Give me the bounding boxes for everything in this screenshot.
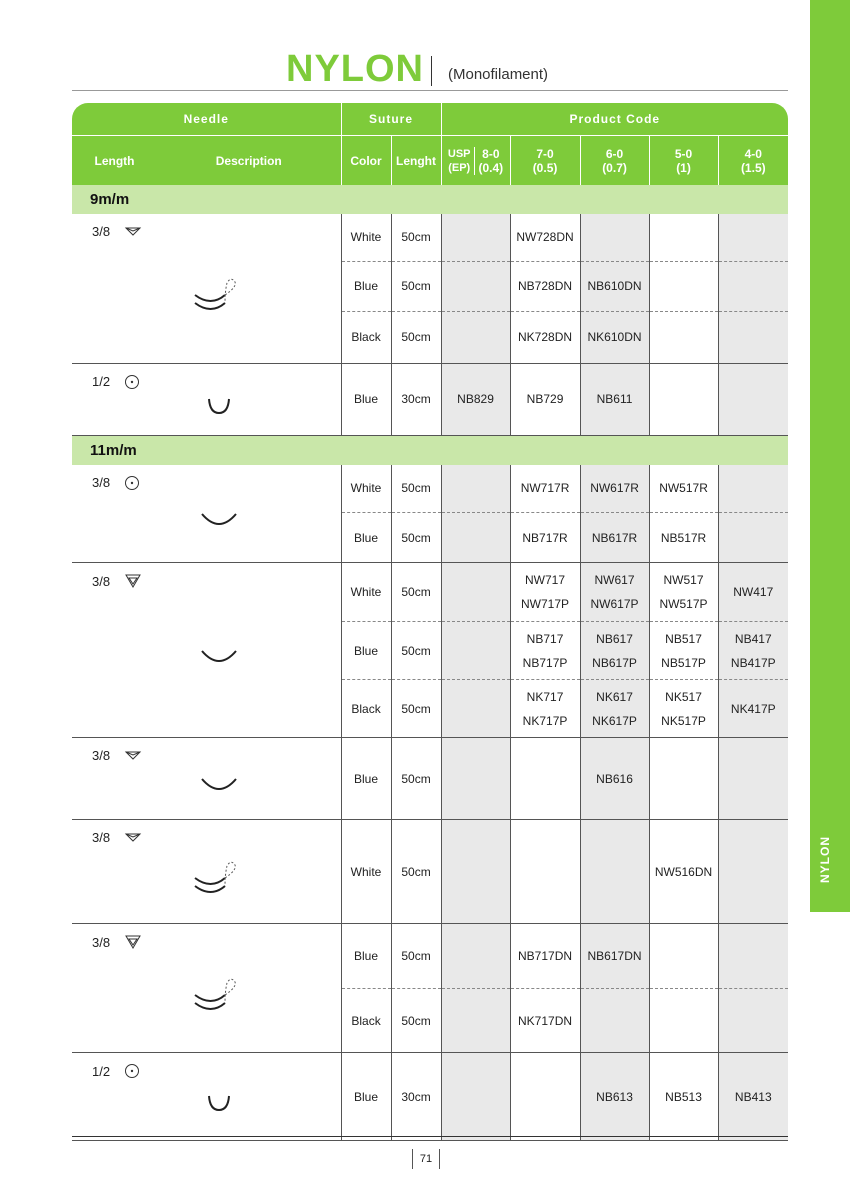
needle-description-cell	[157, 820, 341, 924]
header-length: Length	[72, 136, 157, 186]
suture-length: 50cm	[391, 214, 441, 261]
needle-length-cell	[72, 738, 157, 820]
product-code	[718, 363, 788, 435]
product-table	[72, 103, 788, 1141]
table-row	[72, 214, 788, 261]
product-code: NW717 NW717P	[510, 563, 580, 622]
page-number: 71	[412, 1149, 440, 1169]
side-label: NYLON	[818, 836, 832, 884]
needle-length-cell	[72, 924, 157, 1053]
product-code	[441, 465, 510, 513]
product-code	[649, 261, 718, 311]
title-rule	[72, 90, 788, 91]
product-code: NW516DN	[649, 820, 718, 924]
product-code: NK417P	[718, 680, 788, 738]
product-code: NW517 NW517P	[649, 563, 718, 622]
size-usp: 8-0	[482, 146, 500, 161]
product-code: NB717DN	[510, 924, 580, 989]
size-ep: (1.5)	[740, 160, 766, 175]
suture-color: White	[341, 563, 391, 622]
size-usp: 5-0	[674, 146, 693, 161]
section-row	[72, 435, 788, 465]
needle-description-cell	[157, 1053, 341, 1141]
product-code	[441, 820, 510, 924]
header-row-1	[72, 103, 788, 136]
product-code: NW617 NW617P	[580, 563, 649, 622]
suture-color: Black	[341, 311, 391, 363]
product-code: NW717R	[510, 465, 580, 513]
product-code	[441, 261, 510, 311]
header-color: Color	[341, 136, 391, 186]
table-row	[72, 563, 788, 622]
product-code	[441, 622, 510, 680]
needle-description-cell	[157, 465, 341, 563]
product-code: NB517 NB517P	[649, 622, 718, 680]
header-lenght: Lenght	[391, 136, 441, 186]
product-code	[718, 465, 788, 513]
product-code	[718, 311, 788, 363]
product-code	[441, 563, 510, 622]
product-code: NB729	[510, 363, 580, 435]
product-code	[510, 820, 580, 924]
needle-length: 3/8	[92, 475, 111, 491]
header-size-7-0	[510, 136, 580, 186]
reverse-cutting-icon	[124, 226, 142, 240]
product-code: NK617 NK617P	[580, 680, 649, 738]
product-code: NB717 NB717P	[510, 622, 580, 680]
product-code: NW728DN	[510, 214, 580, 261]
product-code	[718, 989, 788, 1053]
suture-length: 50cm	[391, 622, 441, 680]
needle-description-cell	[157, 363, 341, 435]
product-code	[510, 1053, 580, 1141]
suture-color: Blue	[341, 1053, 391, 1141]
product-code	[510, 738, 580, 820]
title-block	[0, 48, 788, 90]
bottom-rule	[72, 1136, 788, 1137]
needle-description-cell	[157, 214, 341, 363]
needle-length: 3/8	[92, 934, 111, 950]
product-code	[580, 214, 649, 261]
taper-point-icon	[124, 480, 140, 494]
cutting-icon	[124, 578, 142, 592]
section-label: 9m/m	[72, 185, 788, 214]
product-code: NB829	[441, 363, 510, 435]
product-code	[649, 214, 718, 261]
needle-description-cell	[157, 563, 341, 738]
curved-needle-icon	[199, 784, 239, 798]
section-label: 11m/m	[72, 435, 788, 465]
product-code: NB610DN	[580, 261, 649, 311]
suture-color: Blue	[341, 363, 391, 435]
header-suture: Suture	[341, 103, 441, 136]
table-row	[72, 1053, 788, 1141]
suture-color: Blue	[341, 261, 391, 311]
needle-length-cell	[72, 820, 157, 924]
product-code	[649, 311, 718, 363]
side-tab	[810, 0, 850, 912]
needle-length-cell	[72, 465, 157, 563]
usp-label: USP	[447, 147, 471, 160]
needle-description-cell	[157, 924, 341, 1053]
ep-label: (EP)	[448, 161, 471, 174]
product-code	[441, 311, 510, 363]
header-size-8-0	[441, 136, 510, 186]
product-code: NW417	[718, 563, 788, 622]
suture-color: Black	[341, 989, 391, 1053]
suture-color: White	[341, 465, 391, 513]
page-subtitle: (Monofilament)	[448, 66, 549, 83]
double-armed-needle-icon	[191, 302, 247, 316]
suture-length: 50cm	[391, 513, 441, 563]
suture-length: 50cm	[391, 261, 441, 311]
reverse-cutting-icon	[124, 832, 142, 846]
table-body	[72, 185, 788, 1141]
suture-length: 50cm	[391, 820, 441, 924]
needle-length-cell	[72, 563, 157, 738]
product-code	[441, 738, 510, 820]
suture-color: White	[341, 820, 391, 924]
product-code: NB728DN	[510, 261, 580, 311]
needle-description-cell	[157, 738, 341, 820]
product-code	[718, 738, 788, 820]
curved-needle-icon	[199, 519, 239, 533]
suture-length: 50cm	[391, 680, 441, 738]
suture-color: Blue	[341, 513, 391, 563]
table-row	[72, 465, 788, 513]
suture-length: 50cm	[391, 563, 441, 622]
header-row-2	[72, 136, 788, 186]
size-usp: 6-0	[605, 146, 624, 161]
product-code: NB611	[580, 363, 649, 435]
half-circle-needle-icon	[206, 405, 232, 419]
product-code	[718, 924, 788, 989]
product-code: NK728DN	[510, 311, 580, 363]
suture-length: 30cm	[391, 363, 441, 435]
needle-length-cell	[72, 214, 157, 363]
product-code: NW617R	[580, 465, 649, 513]
size-usp: 4-0	[744, 146, 762, 161]
product-code	[580, 820, 649, 924]
curved-needle-icon	[199, 656, 239, 670]
product-code	[441, 989, 510, 1053]
product-code: NB717R	[510, 513, 580, 563]
product-code: NB513	[649, 1053, 718, 1141]
product-code	[441, 1053, 510, 1141]
product-code: NK610DN	[580, 311, 649, 363]
section-row	[72, 185, 788, 214]
size-usp: 7-0	[536, 146, 554, 161]
needle-length: 1/2	[92, 1063, 111, 1079]
table-row	[72, 738, 788, 820]
product-code: NB413	[718, 1053, 788, 1141]
double-armed-needle-icon	[191, 885, 247, 899]
product-code: NB616	[580, 738, 649, 820]
needle-length-cell	[72, 1053, 157, 1141]
half-circle-needle-icon	[206, 1102, 232, 1116]
suture-length: 50cm	[391, 924, 441, 989]
suture-length: 50cm	[391, 989, 441, 1053]
product-code: NB613	[580, 1053, 649, 1141]
product-code: NB617DN	[580, 924, 649, 989]
product-code	[441, 513, 510, 563]
product-code	[718, 261, 788, 311]
size-ep: (0.7)	[602, 160, 627, 175]
needle-length: 3/8	[92, 573, 111, 589]
table-row	[72, 363, 788, 435]
taper-point-icon	[124, 379, 140, 393]
suture-length: 50cm	[391, 738, 441, 820]
suture-length: 50cm	[391, 311, 441, 363]
product-code	[649, 738, 718, 820]
suture-color: Blue	[341, 738, 391, 820]
header-size-4-0	[718, 136, 788, 186]
product-code: NW517R	[649, 465, 718, 513]
page-title: NYLON	[286, 48, 424, 90]
product-code	[441, 214, 510, 261]
product-code	[718, 820, 788, 924]
needle-length-cell	[72, 363, 157, 435]
product-code: NK717DN	[510, 989, 580, 1053]
suture-length: 30cm	[391, 1053, 441, 1141]
product-code: NB417 NB417P	[718, 622, 788, 680]
needle-length: 3/8	[92, 830, 111, 845]
cutting-icon	[124, 939, 142, 953]
suture-color: Black	[341, 680, 391, 738]
product-code	[649, 363, 718, 435]
table-row	[72, 924, 788, 989]
product-code: NK717 NK717P	[510, 680, 580, 738]
header-size-5-0	[649, 136, 718, 186]
product-code	[441, 924, 510, 989]
product-code	[718, 214, 788, 261]
suture-color: Blue	[341, 622, 391, 680]
header-needle: Needle	[72, 103, 341, 136]
product-code	[718, 513, 788, 563]
needle-length: 1/2	[92, 374, 111, 390]
needle-length: 3/8	[92, 748, 111, 763]
product-code	[649, 924, 718, 989]
needle-length: 3/8	[92, 224, 111, 239]
suture-color: Blue	[341, 924, 391, 989]
product-code: NB617 NB617P	[580, 622, 649, 680]
product-code: NB617R	[580, 513, 649, 563]
header-size-6-0	[580, 136, 649, 186]
suture-length: 50cm	[391, 465, 441, 513]
taper-point-icon	[124, 1068, 140, 1082]
suture-color: White	[341, 214, 391, 261]
table-row	[72, 820, 788, 924]
size-ep: (0.4)	[478, 160, 504, 175]
product-code	[649, 989, 718, 1053]
size-ep: (0.5)	[532, 160, 558, 175]
double-armed-needle-icon	[191, 1002, 247, 1016]
product-code	[441, 680, 510, 738]
product-code: NB517R	[649, 513, 718, 563]
product-code	[580, 989, 649, 1053]
header-product-code: Product Code	[441, 103, 788, 136]
product-code: NK517 NK517P	[649, 680, 718, 738]
reverse-cutting-icon	[124, 750, 142, 764]
title-divider	[431, 56, 432, 86]
size-ep: (1)	[676, 160, 691, 175]
header-description: Description	[157, 136, 341, 186]
